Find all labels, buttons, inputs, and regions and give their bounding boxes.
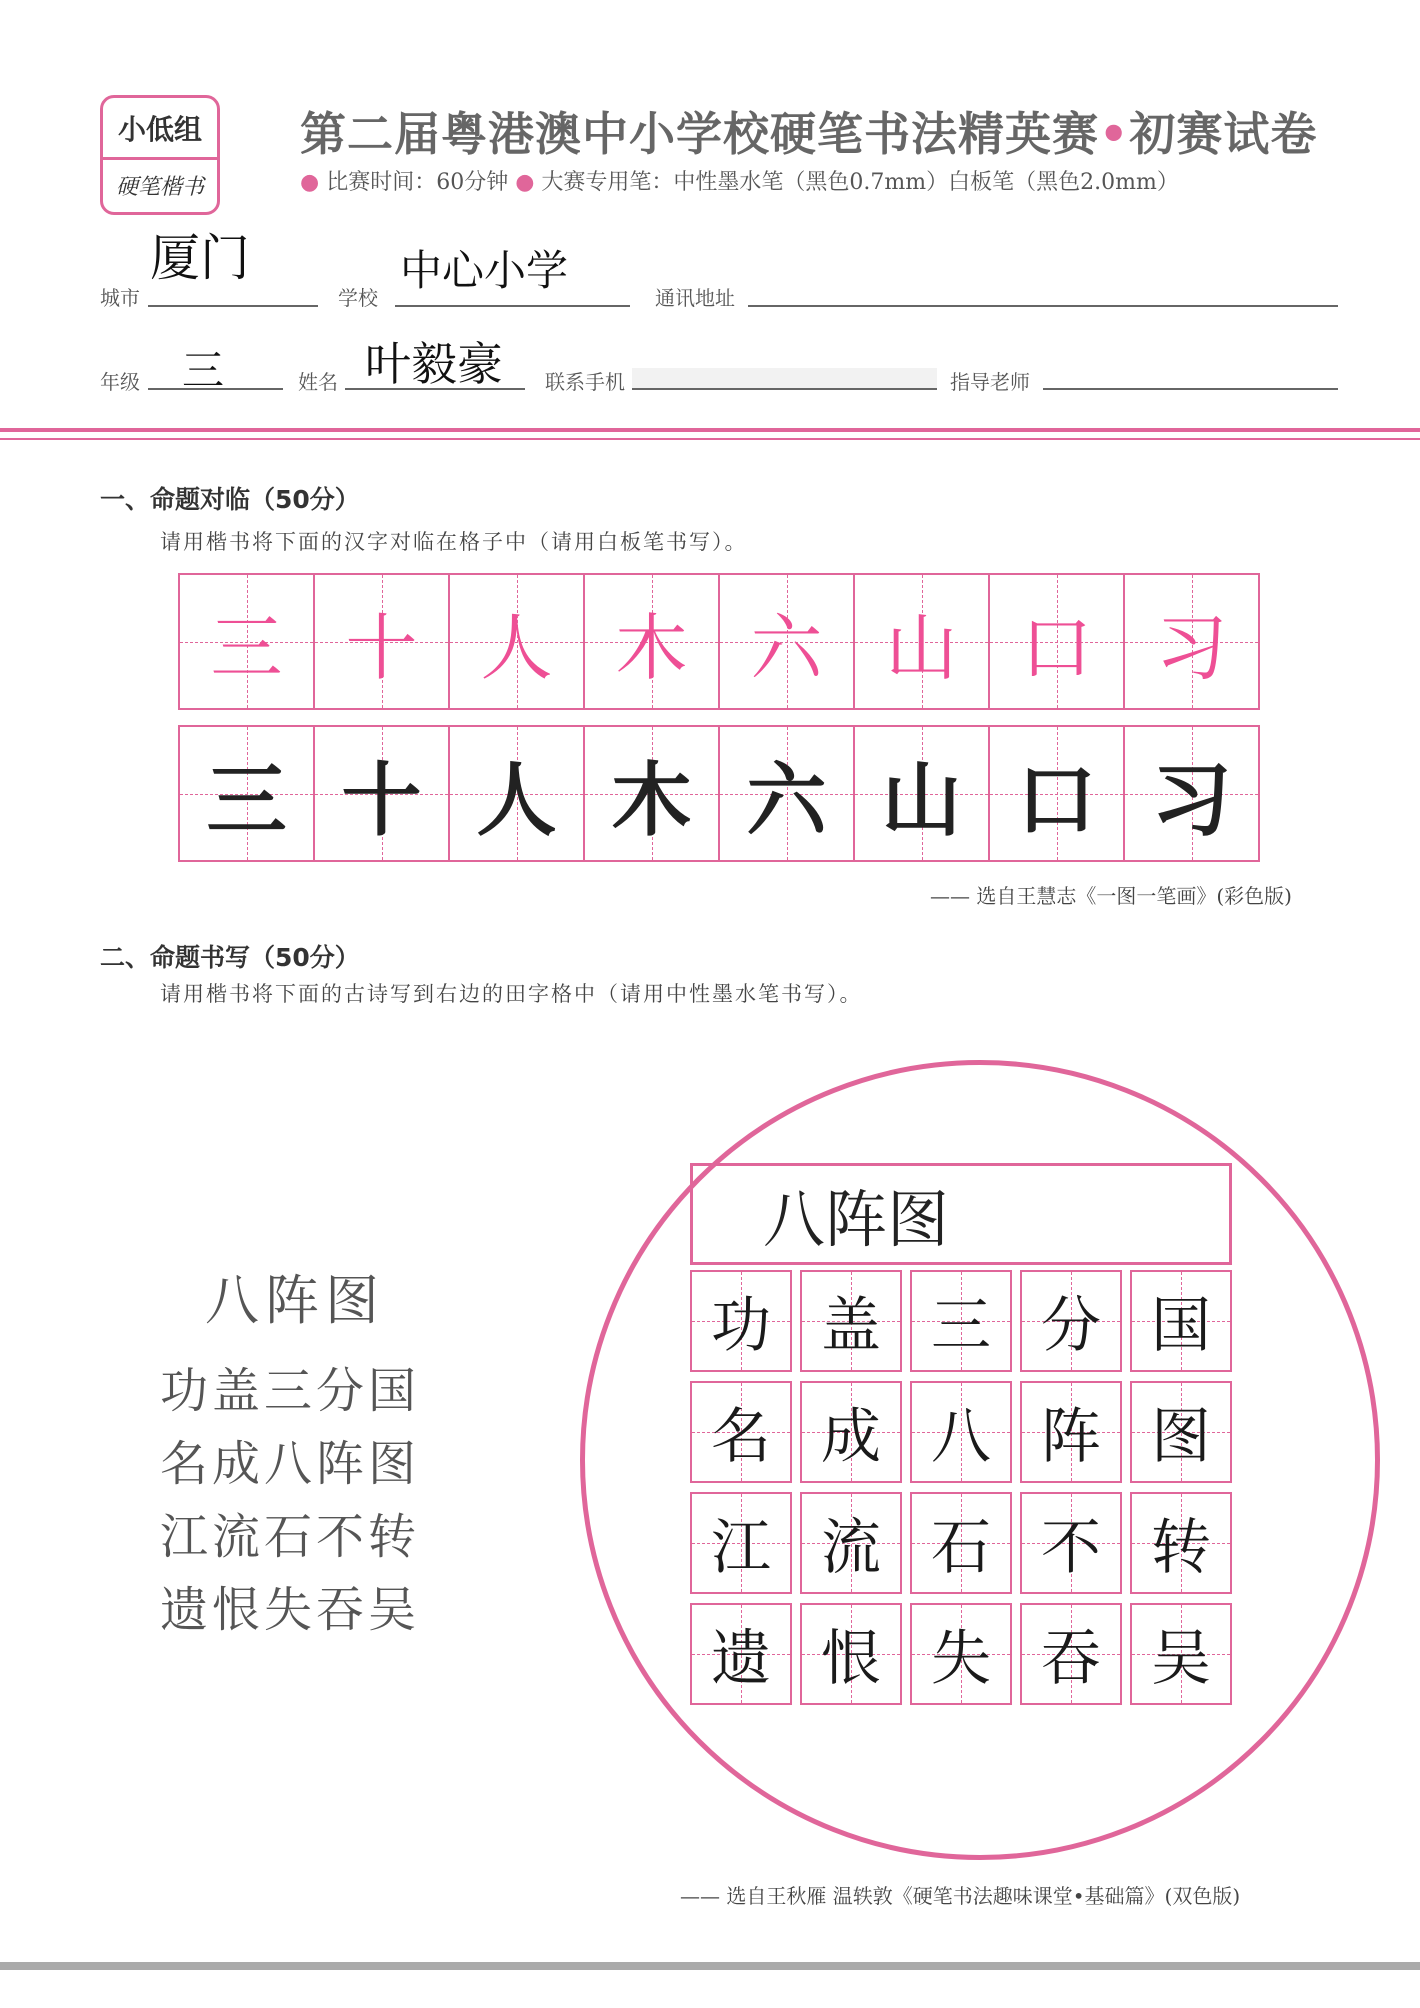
contest-info bbox=[300, 165, 1179, 196]
writing-cell[interactable] bbox=[1130, 1603, 1232, 1705]
model-cell bbox=[855, 575, 990, 708]
written-char: 石 bbox=[931, 1513, 991, 1583]
group-badge bbox=[100, 95, 220, 215]
written-char: 江 bbox=[711, 1513, 771, 1583]
badge-category-label: 硬笔楷书 bbox=[115, 175, 204, 201]
phone-field-line[interactable] bbox=[632, 388, 937, 390]
section1-heading: 一、命题对临（50分） bbox=[100, 485, 360, 514]
writing-cell[interactable] bbox=[1020, 1492, 1122, 1594]
city-label: 城市 bbox=[100, 286, 140, 310]
writing-cell[interactable] bbox=[690, 1492, 792, 1594]
writing-cell[interactable] bbox=[1130, 1381, 1232, 1483]
bullet-icon: ● bbox=[300, 170, 320, 195]
writing-cell[interactable] bbox=[1125, 727, 1258, 860]
address-field-line[interactable] bbox=[748, 305, 1338, 307]
model-cell bbox=[585, 575, 720, 708]
writing-cell[interactable] bbox=[855, 727, 990, 860]
poem-title-box[interactable] bbox=[690, 1163, 1232, 1265]
model-char: 山 bbox=[885, 605, 958, 690]
written-char: 六 bbox=[746, 754, 827, 847]
title-main: 第二届粤港澳中小学校硬笔书法精英赛 bbox=[300, 107, 1099, 161]
writing-cell[interactable] bbox=[990, 727, 1125, 860]
poem-line: 江流石不转 bbox=[160, 1509, 421, 1565]
writing-cell[interactable] bbox=[800, 1603, 902, 1705]
written-char: 分 bbox=[1041, 1291, 1101, 1361]
writing-cell[interactable] bbox=[690, 1381, 792, 1483]
written-char: 人 bbox=[476, 754, 557, 847]
writing-cell[interactable] bbox=[1020, 1270, 1122, 1372]
school-field-line[interactable] bbox=[395, 305, 630, 307]
writing-cell[interactable] bbox=[800, 1492, 902, 1594]
written-char: 名 bbox=[711, 1402, 771, 1472]
poem-line: 遗恨失吞吴 bbox=[160, 1582, 421, 1638]
grid-row bbox=[690, 1492, 1232, 1594]
written-char: 盖 bbox=[821, 1291, 881, 1361]
writing-cell[interactable] bbox=[315, 727, 450, 860]
phone-label: 联系手机 bbox=[545, 370, 625, 394]
writing-cell[interactable] bbox=[585, 727, 720, 860]
school-label: 学校 bbox=[338, 286, 378, 310]
written-char: 三 bbox=[931, 1291, 991, 1361]
poem-writing-grid[interactable] bbox=[690, 1270, 1232, 1705]
model-cell bbox=[180, 575, 315, 708]
section1-credit: —— 选自王慧志《一图一笔画》(彩色版) bbox=[930, 884, 1292, 908]
model-char: 人 bbox=[480, 605, 553, 690]
header-divider-thin bbox=[0, 438, 1420, 440]
written-char: 八 bbox=[931, 1402, 991, 1472]
poem-line: 功盖三分国 bbox=[160, 1363, 421, 1419]
written-char: 功 bbox=[711, 1291, 771, 1361]
info-time: 比赛时间：60分钟 bbox=[326, 170, 509, 195]
info-pen: 大赛专用笔：中性墨水笔（黑色0.7mm）白板笔（黑色2.0mm） bbox=[541, 170, 1179, 195]
writing-cell[interactable] bbox=[1020, 1603, 1122, 1705]
grid-row bbox=[690, 1270, 1232, 1372]
grid-row bbox=[690, 1603, 1232, 1705]
model-cell bbox=[450, 575, 585, 708]
writing-char-grid[interactable] bbox=[178, 725, 1260, 862]
model-char: 十 bbox=[345, 605, 418, 690]
header-divider bbox=[0, 428, 1420, 432]
model-cell bbox=[315, 575, 450, 708]
name-field-line[interactable] bbox=[345, 388, 525, 390]
written-char: 口 bbox=[1016, 754, 1097, 847]
title-dot: • bbox=[1099, 107, 1130, 161]
page-title bbox=[300, 98, 1317, 164]
writing-cell[interactable] bbox=[910, 1381, 1012, 1483]
phone-redaction bbox=[632, 368, 937, 388]
model-char: 习 bbox=[1155, 605, 1228, 690]
address-label: 通讯地址 bbox=[655, 286, 735, 310]
name-field-value: 叶毅豪 bbox=[365, 337, 503, 391]
model-cell bbox=[990, 575, 1125, 708]
written-char: 三 bbox=[206, 754, 287, 847]
city-field-line[interactable] bbox=[148, 305, 318, 307]
model-char: 木 bbox=[615, 605, 688, 690]
model-cell bbox=[1125, 575, 1258, 708]
writing-cell[interactable] bbox=[720, 727, 855, 860]
model-cell bbox=[720, 575, 855, 708]
teacher-label: 指导老师 bbox=[950, 370, 1030, 394]
grade-field-line[interactable] bbox=[148, 388, 283, 390]
written-char: 十 bbox=[341, 754, 422, 847]
writing-cell[interactable] bbox=[800, 1381, 902, 1483]
written-char: 木 bbox=[611, 754, 692, 847]
title-suffix: 初赛试卷 bbox=[1129, 107, 1318, 161]
written-char: 遗 bbox=[711, 1624, 771, 1694]
teacher-field-line[interactable] bbox=[1043, 388, 1338, 390]
writing-cell[interactable] bbox=[180, 727, 315, 860]
written-char: 恨 bbox=[821, 1624, 881, 1694]
written-char: 阵 bbox=[1041, 1402, 1101, 1472]
grade-field-value: 三 bbox=[182, 346, 225, 395]
grid-row bbox=[690, 1381, 1232, 1483]
section2-instruction: 请用楷书将下面的古诗写到右边的田字格中（请用中性墨水笔书写）。 bbox=[160, 982, 863, 1006]
name-label: 姓名 bbox=[298, 370, 338, 394]
model-char: 六 bbox=[750, 605, 823, 690]
section2-credit: —— 选自王秋雁 温轶敦《硬笔书法趣味课堂•基础篇》(双色版) bbox=[680, 1884, 1241, 1908]
writing-cell[interactable] bbox=[1130, 1492, 1232, 1594]
model-char-grid bbox=[178, 573, 1260, 710]
grade-label: 年级 bbox=[100, 370, 140, 394]
written-char: 流 bbox=[821, 1513, 881, 1583]
writing-cell[interactable] bbox=[800, 1270, 902, 1372]
written-char: 失 bbox=[931, 1624, 991, 1694]
poem-line: 名成八阵图 bbox=[160, 1436, 421, 1492]
bullet-icon: ● bbox=[515, 170, 535, 195]
writing-cell[interactable] bbox=[1020, 1381, 1122, 1483]
badge-group-label: 小低组 bbox=[103, 98, 217, 160]
section1-instruction: 请用楷书将下面的汉字对临在格子中（请用白板笔书写）。 bbox=[160, 530, 748, 554]
poem-title: 八阵图 bbox=[205, 1269, 385, 1332]
model-char: 三 bbox=[210, 605, 283, 690]
written-char: 成 bbox=[821, 1402, 881, 1472]
writing-cell[interactable] bbox=[910, 1603, 1012, 1705]
model-char: 口 bbox=[1020, 605, 1093, 690]
written-char: 国 bbox=[1151, 1291, 1211, 1361]
writing-cell[interactable] bbox=[1130, 1270, 1232, 1372]
written-poem-title: 八阵图 bbox=[763, 1182, 950, 1256]
school-field-value: 中心小学 bbox=[400, 246, 569, 295]
writing-cell[interactable] bbox=[690, 1603, 792, 1705]
written-char: 图 bbox=[1151, 1402, 1211, 1472]
written-char: 习 bbox=[1151, 754, 1232, 847]
written-char: 不 bbox=[1041, 1513, 1101, 1583]
city-field-value: 厦门 bbox=[150, 229, 250, 287]
written-char: 转 bbox=[1151, 1513, 1211, 1583]
written-char: 山 bbox=[881, 754, 962, 847]
writing-cell[interactable] bbox=[910, 1492, 1012, 1594]
writing-cell[interactable] bbox=[910, 1270, 1012, 1372]
scan-edge bbox=[0, 1962, 1420, 1970]
section2-heading: 二、命题书写（50分） bbox=[100, 943, 360, 972]
writing-cell[interactable] bbox=[690, 1270, 792, 1372]
written-char: 吴 bbox=[1151, 1624, 1211, 1694]
writing-cell[interactable] bbox=[450, 727, 585, 860]
written-char: 吞 bbox=[1041, 1624, 1101, 1694]
